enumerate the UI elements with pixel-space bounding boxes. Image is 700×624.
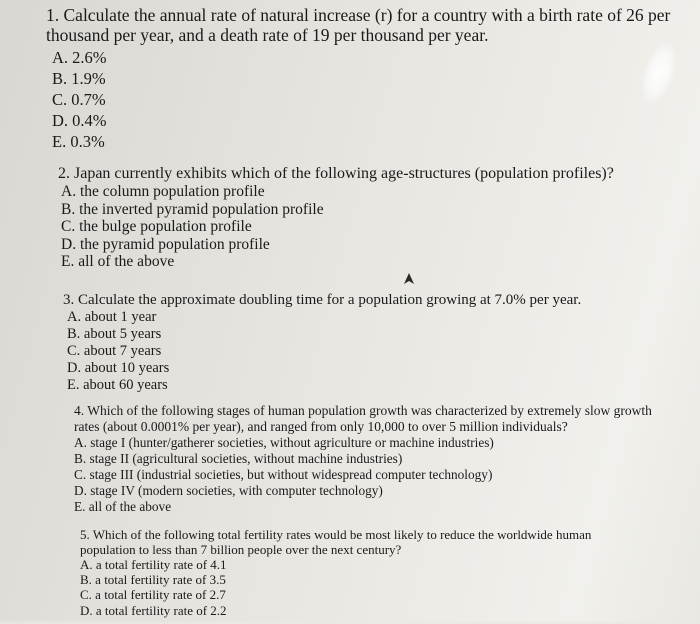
option-item: C. the bulge population profile — [61, 218, 252, 235]
option-item: D. 0.4% — [52, 111, 107, 130]
option-item: D. a total fertility rate of 2.2 — [80, 602, 227, 618]
option-item: E. about 60 years — [67, 377, 168, 393]
question-2-options — [61, 183, 658, 271]
option-item: B. a total fertility rate of 3.5 — [80, 572, 226, 588]
mouse-pointer-icon — [402, 272, 416, 286]
question-1-options — [52, 47, 686, 152]
option-item: C. about 7 years — [67, 343, 162, 359]
option-item: D. stage IV (modern societies, with computer technology) — [74, 483, 383, 498]
option-item: B. about 5 years — [67, 326, 162, 342]
option-item: C. a total fertility rate of 2.7 — [80, 587, 226, 603]
question-3-options — [67, 309, 623, 394]
question-1 — [46, 5, 686, 152]
question-4-options — [74, 435, 674, 515]
question-1-text: 1. Calculate the annual rate of natural increase (r) for a country with a birth rate of 26 per thousand per year, and a death rate of 19 per thousand per year. — [46, 5, 671, 45]
option-item: E. all of the above — [74, 499, 172, 514]
option-item: A. the column population profile — [61, 183, 265, 200]
question-2 — [58, 164, 658, 271]
question-2-text: 2. Japan currently exhibits which of the following age-structures (population profiles)? — [58, 165, 614, 182]
option-item: A. stage I (hunter/gatherer societies, without agriculture or machine industries) — [74, 435, 494, 450]
option-item: E. all of the above — [61, 253, 175, 270]
question-4-text: 4. Which of the following stages of human population growth was characterized by extremely slow growth rates (about 0.0001% per year), and ranged from only 10,000 to over 5 million individuals? — [74, 403, 652, 434]
question-3-text: 3. Calculate the approximate doubling time for a population growing at 7.0% per year. — [63, 292, 582, 308]
option-item: C. 0.7% — [52, 90, 106, 109]
question-5 — [80, 527, 640, 618]
option-item: E. 0.3% — [52, 132, 105, 151]
question-4 — [74, 403, 674, 515]
option-item: A. about 1 year — [67, 309, 157, 325]
option-item: B. stage II (agricultural societies, without machine industries) — [74, 451, 403, 466]
option-item: D. about 10 years — [67, 360, 170, 376]
question-3 — [63, 291, 623, 394]
question-5-text: 5. Which of the following total fertility rates would be most likely to reduce the worldwide human population to less than 7 billion people over the next century? — [80, 527, 592, 557]
option-item: C. stage III (industrial societies, but without widespread computer technology) — [74, 467, 493, 482]
option-item: A. a total fertility rate of 4.1 — [80, 557, 227, 572]
question-5-options — [80, 557, 640, 618]
option-item: B. the inverted pyramid population profile — [61, 200, 324, 218]
option-item: A. 2.6% — [52, 48, 107, 67]
photo-bottom-edge — [0, 620, 700, 624]
option-item: B. 1.9% — [52, 69, 106, 88]
option-item: D. the pyramid population profile — [61, 235, 270, 253]
